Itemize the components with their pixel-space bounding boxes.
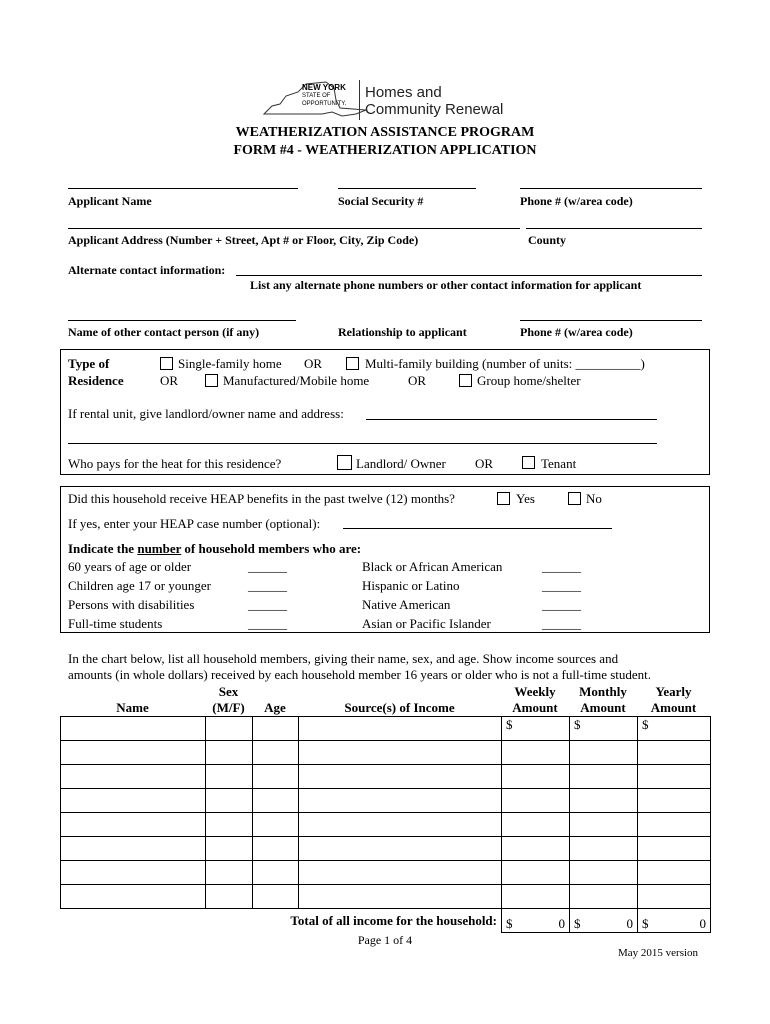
members-heading: Indicate the number of household members who are: xyxy=(68,541,362,556)
logo-state-line: STATE OF xyxy=(302,93,331,99)
col-header-weekly: Weekly xyxy=(514,684,556,699)
logo-state-line: OPPORTUNITY. xyxy=(302,101,347,107)
sources-cell[interactable] xyxy=(299,885,502,909)
total-monthly-cell xyxy=(570,909,638,933)
yearly-cell[interactable] xyxy=(638,861,711,885)
manufactured-label: Manufactured/Mobile home xyxy=(223,373,370,388)
age-cell[interactable] xyxy=(253,789,299,813)
heap-yes-checkbox[interactable] xyxy=(497,492,510,505)
weekly-cell[interactable] xyxy=(502,741,570,765)
landlord-field[interactable] xyxy=(366,419,657,420)
age-cell[interactable] xyxy=(253,885,299,909)
col-header-monthly: Amount xyxy=(580,700,626,715)
table-row xyxy=(61,837,711,861)
monthly-cell[interactable] xyxy=(570,717,638,741)
weekly-cell[interactable] xyxy=(502,765,570,789)
or-text: OR xyxy=(304,356,323,371)
table-row xyxy=(61,861,711,885)
or-text: OR xyxy=(408,373,427,388)
ssn-label: Social Security # xyxy=(338,194,424,208)
col-header-name: Name xyxy=(116,700,149,715)
table-row xyxy=(61,813,711,837)
county-label: County xyxy=(528,233,567,247)
col-header-weekly: Amount xyxy=(512,700,558,715)
member-count-field[interactable]: ______ xyxy=(248,559,287,574)
sex-cell[interactable] xyxy=(206,861,253,885)
alt-contact-label: Alternate contact information: xyxy=(68,263,226,277)
weekly-cell[interactable] xyxy=(502,861,570,885)
age-cell[interactable] xyxy=(253,861,299,885)
alt-contact-field[interactable] xyxy=(236,275,702,276)
other-phone-label: Phone # (w/area code) xyxy=(520,325,633,339)
county-field[interactable] xyxy=(526,228,702,229)
currency-symbol: $ xyxy=(574,717,581,732)
address-field[interactable] xyxy=(68,228,520,229)
sex-cell[interactable] xyxy=(206,765,253,789)
currency-symbol: $ xyxy=(642,916,649,931)
landlord-checkbox[interactable] xyxy=(337,455,352,470)
monthly-cell[interactable] xyxy=(570,741,638,765)
multi-family-checkbox[interactable] xyxy=(346,357,359,370)
member-category-label: Native American xyxy=(362,597,451,612)
heap-case-label: If yes, enter your HEAP case number (optional): xyxy=(68,516,321,531)
table-row xyxy=(61,717,711,741)
age-cell[interactable] xyxy=(253,717,299,741)
ssn-field[interactable] xyxy=(338,188,476,189)
monthly-cell[interactable] xyxy=(570,813,638,837)
manufactured-checkbox[interactable] xyxy=(205,374,218,387)
monthly-cell[interactable] xyxy=(570,885,638,909)
sources-cell[interactable] xyxy=(299,861,502,885)
chart-intro-line: In the chart below, list all household members, giving their name, sex, and age. Show income sources and xyxy=(68,651,619,666)
sources-cell[interactable] xyxy=(299,765,502,789)
age-cell[interactable] xyxy=(253,837,299,861)
age-cell[interactable] xyxy=(253,765,299,789)
residence-type-label: Residence xyxy=(68,373,124,388)
form-title: WEATHERIZATION ASSISTANCE PROGRAM xyxy=(235,125,535,140)
age-cell[interactable] xyxy=(253,813,299,837)
table-row xyxy=(61,885,711,909)
monthly-cell[interactable] xyxy=(570,861,638,885)
weekly-cell[interactable] xyxy=(502,813,570,837)
version-note: May 2015 version xyxy=(618,947,699,959)
member-count-field[interactable]: ______ xyxy=(542,616,581,631)
col-header-monthly: Monthly xyxy=(579,684,627,699)
group-home-checkbox[interactable] xyxy=(459,374,472,387)
member-category-label: Persons with disabilities xyxy=(68,597,195,612)
logo-divider xyxy=(359,80,360,120)
name-cell[interactable] xyxy=(61,789,206,813)
logo-agency-line: Homes and xyxy=(365,84,442,101)
weekly-cell[interactable] xyxy=(502,885,570,909)
relationship-label: Relationship to applicant xyxy=(338,325,467,339)
or-text: OR xyxy=(160,373,179,388)
name-cell[interactable] xyxy=(61,765,206,789)
phone-label: Phone # (w/area code) xyxy=(520,194,633,208)
total-monthly-value: 0 xyxy=(626,916,633,931)
total-weekly-value: 0 xyxy=(558,916,565,931)
other-contact-label: Name of other contact person (if any) xyxy=(68,325,260,339)
table-row xyxy=(61,765,711,789)
name-cell[interactable] xyxy=(61,741,206,765)
sources-cell[interactable] xyxy=(299,717,502,741)
nys-hcr-logo xyxy=(262,78,512,124)
income-grid xyxy=(60,716,711,933)
tenant-checkbox[interactable] xyxy=(522,456,535,469)
member-count-field[interactable]: ______ xyxy=(542,578,581,593)
monthly-cell[interactable] xyxy=(570,765,638,789)
tenant-label: Tenant xyxy=(541,456,577,471)
phone-field[interactable] xyxy=(520,188,702,189)
heap-no-checkbox[interactable] xyxy=(568,492,581,505)
age-cell[interactable] xyxy=(253,741,299,765)
yearly-cell[interactable] xyxy=(638,885,711,909)
logo-agency-line: Community Renewal xyxy=(365,101,504,118)
total-label: Total of all income for the household: xyxy=(290,912,497,928)
sex-cell[interactable] xyxy=(206,837,253,861)
col-header-sources: Source(s) of Income xyxy=(344,700,455,715)
group-home-label: Group home/shelter xyxy=(477,373,581,388)
member-count-field[interactable]: ______ xyxy=(542,559,581,574)
currency-symbol: $ xyxy=(642,717,649,732)
total-weekly-cell xyxy=(502,909,570,933)
total-yearly-cell xyxy=(638,909,711,933)
monthly-cell[interactable] xyxy=(570,789,638,813)
sex-cell[interactable] xyxy=(206,717,253,741)
weekly-cell[interactable] xyxy=(502,717,570,741)
member-category-label: Asian or Pacific Islander xyxy=(362,616,491,631)
yearly-cell[interactable] xyxy=(638,837,711,861)
rental-label: If rental unit, give landlord/owner name and address: xyxy=(68,406,344,421)
landlord-field-line2[interactable] xyxy=(68,443,657,444)
sex-cell[interactable] xyxy=(206,813,253,837)
alt-contact-hint: List any alternate phone numbers or other contact information for applicant xyxy=(250,278,642,292)
member-count-field[interactable]: ______ xyxy=(248,616,287,631)
member-category-label: 60 years of age or older xyxy=(68,559,192,574)
currency-symbol: $ xyxy=(506,717,513,732)
sources-cell[interactable] xyxy=(299,813,502,837)
currency-symbol: $ xyxy=(506,916,513,931)
member-count-field[interactable]: ______ xyxy=(248,578,287,593)
multi-family-label: Multi-family building (number of units: __________) xyxy=(365,356,645,371)
name-cell[interactable] xyxy=(61,861,206,885)
or-text: OR xyxy=(475,456,494,471)
col-header-yearly: Yearly xyxy=(655,684,692,699)
col-header-sex: (M/F) xyxy=(212,700,245,715)
yearly-cell[interactable] xyxy=(638,789,711,813)
heap-no-label: No xyxy=(586,491,602,506)
name-cell[interactable] xyxy=(61,717,206,741)
table-row xyxy=(61,741,711,765)
residence-type-label: Type of xyxy=(68,356,110,371)
other-phone-field[interactable] xyxy=(520,320,702,321)
single-family-label: Single-family home xyxy=(178,356,282,371)
sex-cell[interactable] xyxy=(206,789,253,813)
name-cell[interactable] xyxy=(61,813,206,837)
address-label: Applicant Address (Number + Street, Apt # or Floor, City, Zip Code) xyxy=(68,233,419,247)
member-count-field[interactable]: ______ xyxy=(248,597,287,612)
sources-cell[interactable] xyxy=(299,789,502,813)
logo-state-line: NEW YORK xyxy=(302,83,346,92)
heat-label: Who pays for the heat for this residence? xyxy=(68,456,282,471)
form-subtitle: FORM #4 - WEATHERIZATION APPLICATION xyxy=(233,143,537,158)
name-cell[interactable] xyxy=(61,885,206,909)
page-number: Page 1 of 4 xyxy=(357,933,413,947)
yearly-cell[interactable] xyxy=(638,741,711,765)
member-category-label: Children age 17 or younger xyxy=(68,578,211,593)
sex-cell[interactable] xyxy=(206,885,253,909)
chart-intro-line: amounts (in whole dollars) received by each household member 16 years or older who is not a full-time student. xyxy=(68,667,652,682)
sex-cell[interactable] xyxy=(206,741,253,765)
yearly-cell[interactable] xyxy=(638,717,711,741)
heap-case-field[interactable] xyxy=(343,528,612,529)
col-header-sex: Sex xyxy=(218,684,239,699)
name-cell[interactable] xyxy=(61,837,206,861)
currency-symbol: $ xyxy=(574,916,581,931)
single-family-checkbox[interactable] xyxy=(160,357,173,370)
member-category-label: Full-time students xyxy=(68,616,163,631)
heap-yes-label: Yes xyxy=(516,491,535,506)
applicant-name-field[interactable] xyxy=(68,188,298,189)
col-header-yearly: Amount xyxy=(650,700,697,715)
yearly-cell[interactable] xyxy=(638,765,711,789)
applicant-name-label: Applicant Name xyxy=(68,194,152,208)
col-header-age: Age xyxy=(264,700,286,715)
total-row xyxy=(61,909,711,933)
sources-cell[interactable] xyxy=(299,741,502,765)
member-category-label: Hispanic or Latino xyxy=(362,578,460,593)
weekly-cell[interactable] xyxy=(502,789,570,813)
other-contact-field[interactable] xyxy=(68,320,296,321)
monthly-cell[interactable] xyxy=(570,837,638,861)
heap-question: Did this household receive HEAP benefits in the past twelve (12) months? xyxy=(68,491,455,506)
yearly-cell[interactable] xyxy=(638,813,711,837)
member-category-label: Black or African American xyxy=(362,559,503,574)
member-count-field[interactable]: ______ xyxy=(542,597,581,612)
landlord-label: Landlord/ Owner xyxy=(356,456,446,471)
sources-cell[interactable] xyxy=(299,837,502,861)
weekly-cell[interactable] xyxy=(502,837,570,861)
total-yearly-value: 0 xyxy=(699,916,706,931)
table-row xyxy=(61,789,711,813)
